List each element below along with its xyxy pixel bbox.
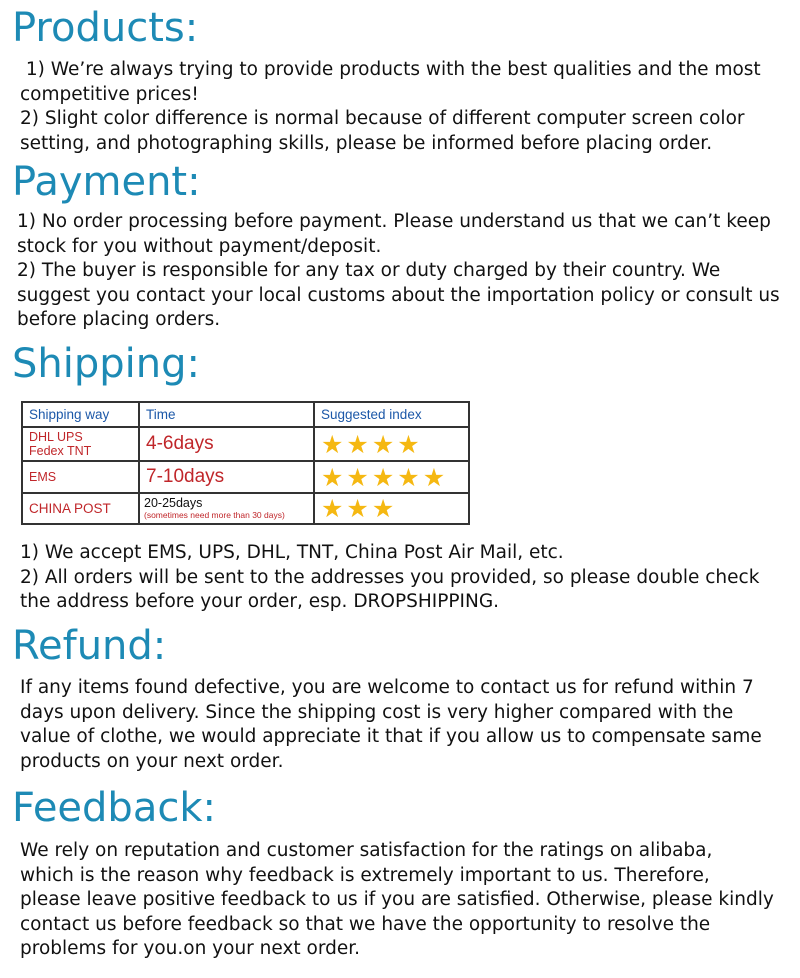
payment-line: 2) The buyer is responsible for any tax or duty charged by their country. We: [17, 260, 721, 282]
feedback-line: which is the reason why feedback is extremely important to us. Therefore,: [20, 864, 710, 886]
star-icon: ★: [321, 462, 344, 492]
rating-stars: [315, 494, 468, 523]
star-icon: ★: [371, 462, 395, 492]
payment-line: suggest you contact your local customs about the importation policy or consult us: [17, 284, 780, 306]
table-header-row: [23, 403, 468, 428]
payment-text: [17, 210, 780, 333]
star-icon: ★: [371, 429, 395, 459]
feedback-line: problems for you.on your next order.: [20, 938, 361, 960]
feedback-line: We rely on reputation and customer satisfaction for the ratings on alibaba,: [20, 840, 713, 861]
products-line: 1) We’re always trying to provide products with the best qualities and the most: [20, 59, 761, 80]
star-icon: ★: [346, 462, 369, 492]
table-row: [23, 428, 468, 462]
feedback-line: contact us before feedback so that we have the opportunity to resolve the: [20, 913, 711, 935]
shipping-way-name: EMS: [23, 462, 140, 492]
refund-text: [20, 676, 762, 774]
products-line: setting, and photographing skills, please be informed before placing order.: [20, 132, 713, 154]
star-icon: ★: [321, 494, 344, 523]
refund-line: If any items found defective, you are welcome to contact us for refund within 7: [20, 677, 754, 698]
star-icon: ★: [397, 429, 420, 459]
shipping-way-name: CHINA POST: [23, 494, 140, 523]
table-row: [23, 462, 468, 494]
refund-line: days upon delivery. Since the shipping cost is very higher compared with the: [20, 701, 734, 723]
payment-heading: Payment:: [12, 159, 201, 205]
header-shipping-way: Shipping way: [23, 403, 140, 426]
feedback-heading: Feedback:: [12, 785, 216, 831]
shipping-table: [21, 401, 470, 525]
products-line: 2) Slight color difference is normal because of different computer screen color: [20, 108, 745, 130]
star-icon: ★: [321, 429, 344, 459]
shipping-way-cell: [23, 428, 140, 460]
refund-line: products on your next order.: [20, 750, 284, 772]
shipping-time: 20-25days: [144, 496, 203, 510]
shipping-line: 2) All orders will be sent to the addresses you provided, so please double check: [20, 566, 760, 588]
header-time: Time: [140, 403, 315, 426]
shipping-time-note: (sometimes need more than 30 days): [144, 510, 285, 520]
shipping-time: 4-6days: [140, 428, 315, 460]
table-row: [23, 494, 468, 523]
shipping-way-name: DHL UPS: [29, 430, 83, 444]
products-heading: Products:: [12, 5, 199, 51]
rating-stars: [315, 462, 468, 492]
star-icon: ★: [397, 462, 420, 492]
rating-stars: [315, 428, 468, 460]
star-icon: ★: [371, 494, 395, 523]
payment-line: stock for you without payment/deposit.: [17, 235, 382, 257]
payment-line: 1) No order processing before payment. Please understand us that we can’t keep: [17, 211, 771, 232]
shipping-way-name: Fedex TNT: [29, 444, 92, 458]
feedback-text: [20, 839, 774, 962]
header-suggested-index: Suggested index: [321, 407, 422, 422]
refund-heading: Refund:: [12, 623, 167, 669]
payment-line: before placing orders.: [17, 309, 221, 331]
star-icon: ★: [346, 494, 369, 523]
shipping-heading: Shipping:: [12, 341, 200, 387]
shipping-time: 7-10days: [140, 462, 315, 492]
star-icon: ★: [422, 462, 446, 492]
shipping-line: the address before your order, esp. DROPSHIPPING.: [20, 591, 500, 613]
feedback-line: please leave positive feedback to us if you are satisfied. Otherwise, please kindly: [20, 889, 774, 911]
star-icon: ★: [346, 429, 369, 459]
products-line: competitive prices!: [20, 83, 199, 105]
refund-line: value of clothe, we would appreciate it that if you allow us to compensate same: [20, 726, 762, 748]
shipping-text: [20, 541, 759, 615]
shipping-time-cell: [140, 494, 315, 523]
products-text: [20, 58, 761, 156]
shipping-line: 1) We accept EMS, UPS, DHL, TNT, China Post Air Mail, etc.: [20, 542, 564, 563]
